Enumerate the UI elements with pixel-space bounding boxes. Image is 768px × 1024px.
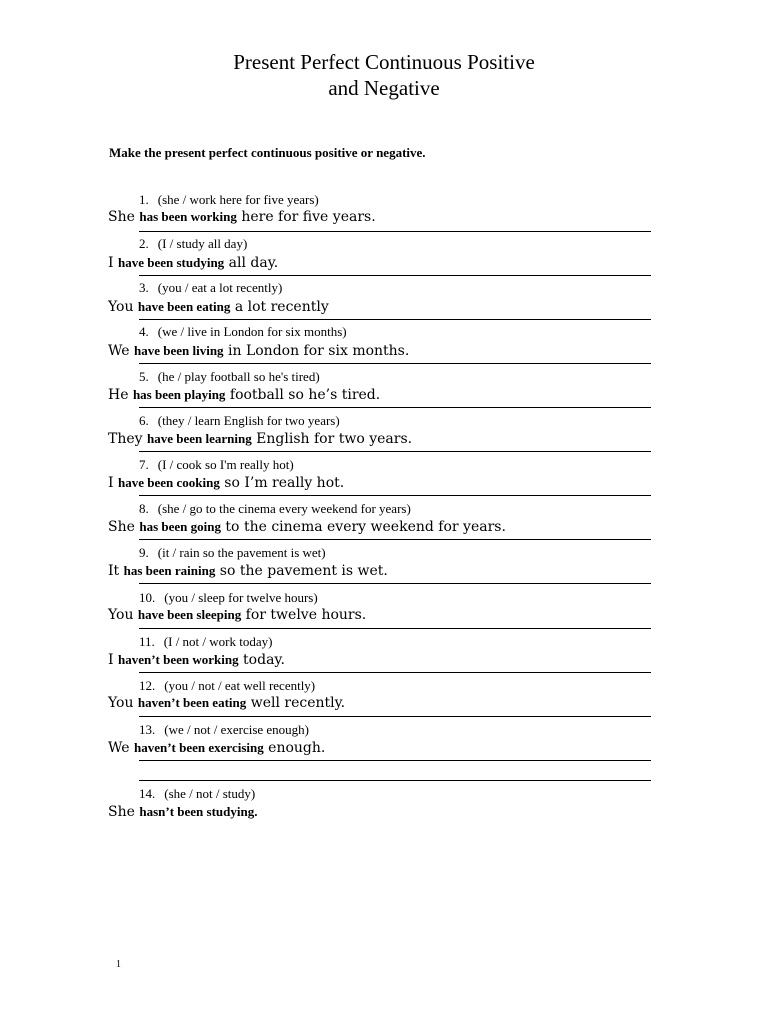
exercise-answer <box>108 803 257 821</box>
answer-rest: a lot recently <box>230 299 329 315</box>
answer-subject: I <box>108 475 118 491</box>
answer-rest: so the pavement is wet. <box>215 563 388 579</box>
answer-verb-phrase: have been studying <box>117 255 225 270</box>
page-title <box>0 49 768 101</box>
answer-rest: enough. <box>263 740 326 756</box>
answer-subject: She <box>108 804 140 820</box>
exercise-number: 11. <box>139 634 155 649</box>
exercise-answer <box>108 386 380 404</box>
exercise-prompt <box>139 280 282 296</box>
answer-line <box>139 760 651 761</box>
exercise-prompt <box>139 236 247 252</box>
exercise-hint: (they / learn English for two years) <box>157 413 340 428</box>
title-line-1: Present Perfect Continuous Positive <box>233 50 535 74</box>
exercise-hint: (she / go to the cinema every weekend for years) <box>157 501 411 516</box>
answer-subject: I <box>108 652 118 668</box>
answer-verb-phrase: has been raining <box>123 563 216 578</box>
answer-line <box>139 716 651 717</box>
answer-line <box>139 628 651 629</box>
exercise-number: 7. <box>139 457 149 472</box>
exercise-hint: (she / not / study) <box>164 786 256 801</box>
answer-line <box>139 275 651 276</box>
answer-rest: all day. <box>224 255 279 271</box>
exercise-number: 13. <box>139 722 156 737</box>
exercise-hint: (I / study all day) <box>157 236 248 251</box>
answer-line <box>139 319 651 320</box>
answer-verb-phrase: have been cooking <box>117 475 220 490</box>
exercise-hint: (you / eat a lot recently) <box>157 280 283 295</box>
answer-rest: here for five years. <box>236 209 376 225</box>
exercise-number: 12. <box>139 678 156 693</box>
answer-line <box>139 451 651 452</box>
answer-subject: They <box>108 431 147 447</box>
exercise-number: 4. <box>139 324 149 339</box>
exercise-hint: (we / live in London for six months) <box>157 324 347 339</box>
answer-rest: so I’m really hot. <box>219 475 345 491</box>
answer-verb-phrase: has been playing <box>132 387 226 402</box>
exercise-number: 8. <box>139 501 149 516</box>
exercise-prompt <box>139 457 294 473</box>
exercise-answer <box>108 562 388 580</box>
answer-subject: You <box>108 695 138 711</box>
exercise-answer <box>108 739 325 757</box>
answer-verb-phrase: have been eating <box>137 299 231 314</box>
exercise-hint: (you / not / eat well recently) <box>164 678 316 693</box>
exercise-answer <box>108 474 344 492</box>
exercise-prompt <box>139 678 315 694</box>
answer-verb-phrase: have been sleeping <box>137 607 242 622</box>
exercise-answer <box>108 694 345 712</box>
exercise-hint: (I / not / work today) <box>163 634 273 649</box>
exercise-number: 3. <box>139 280 149 295</box>
answer-line <box>139 363 651 364</box>
exercise-hint: (we / not / exercise enough) <box>164 722 310 737</box>
answer-line <box>139 780 651 781</box>
answer-verb-phrase: has been working <box>139 209 237 224</box>
exercise-answer <box>108 430 412 448</box>
exercise-number: 14. <box>139 786 156 801</box>
answer-line <box>139 583 651 584</box>
exercise-prompt <box>139 369 320 385</box>
exercise-prompt <box>139 634 272 650</box>
exercise-prompt <box>139 590 318 606</box>
answer-line <box>139 539 651 540</box>
exercise-hint: (she / work here for five years) <box>157 192 319 207</box>
answer-subject: We <box>108 740 134 756</box>
answer-rest: football so he’s tired. <box>225 387 381 403</box>
exercise-prompt <box>139 545 326 561</box>
exercise-answer <box>108 208 376 226</box>
exercise-prompt <box>139 192 319 208</box>
answer-line <box>139 407 651 408</box>
answer-rest: to the cinema every weekend for years. <box>220 519 506 535</box>
answer-verb-phrase: has been going <box>139 519 221 534</box>
answer-line <box>139 672 651 673</box>
exercise-prompt <box>139 324 347 340</box>
answer-rest: in London for six months. <box>223 343 410 359</box>
answer-subject: You <box>108 299 138 315</box>
exercise-prompt <box>139 722 309 738</box>
answer-rest: English for two years. <box>251 431 413 447</box>
exercise-answer <box>108 606 366 624</box>
exercise-answer <box>108 254 278 272</box>
exercise-prompt <box>139 786 255 802</box>
exercise-number: 5. <box>139 369 149 384</box>
title-line-2: and Negative <box>328 76 440 100</box>
exercise-answer <box>108 298 329 316</box>
answer-subject: You <box>108 607 138 623</box>
exercise-hint: (he / play football so he's tired) <box>157 369 320 384</box>
exercise-hint: (you / sleep for twelve hours) <box>164 590 318 605</box>
answer-rest: today. <box>238 652 285 668</box>
exercise-hint: (I / cook so I'm really hot) <box>157 457 294 472</box>
exercise-answer <box>108 518 506 536</box>
answer-verb-phrase: hasn’t been studying. <box>139 804 258 819</box>
exercise-hint: (it / rain so the pavement is wet) <box>157 545 326 560</box>
exercise-prompt <box>139 501 411 517</box>
instruction-text: Make the present perfect continuous positive or negative. <box>109 145 426 160</box>
answer-subject: We <box>108 343 134 359</box>
exercise-number: 2. <box>139 236 149 251</box>
answer-line <box>139 231 651 232</box>
exercise-answer <box>108 651 285 669</box>
exercise-prompt <box>139 413 340 429</box>
answer-verb-phrase: have been learning <box>147 431 252 446</box>
page-number: 1 <box>116 959 121 970</box>
answer-subject: She <box>108 209 140 225</box>
exercise-number: 10. <box>139 590 156 605</box>
exercise-number: 1. <box>139 192 149 207</box>
answer-verb-phrase: haven’t been eating <box>137 695 247 710</box>
answer-verb-phrase: have been living <box>133 343 224 358</box>
exercise-number: 6. <box>139 413 149 428</box>
answer-rest: for twelve hours. <box>241 607 367 623</box>
answer-verb-phrase: haven’t been working <box>117 652 239 667</box>
answer-rest: well recently. <box>246 695 346 711</box>
exercise-number: 9. <box>139 545 149 560</box>
answer-subject: It <box>108 563 124 579</box>
answer-verb-phrase: haven’t been exercising <box>133 740 264 755</box>
exercise-answer <box>108 342 409 360</box>
answer-line <box>139 495 651 496</box>
answer-subject: She <box>108 519 140 535</box>
answer-subject: He <box>108 387 133 403</box>
answer-subject: I <box>108 255 118 271</box>
